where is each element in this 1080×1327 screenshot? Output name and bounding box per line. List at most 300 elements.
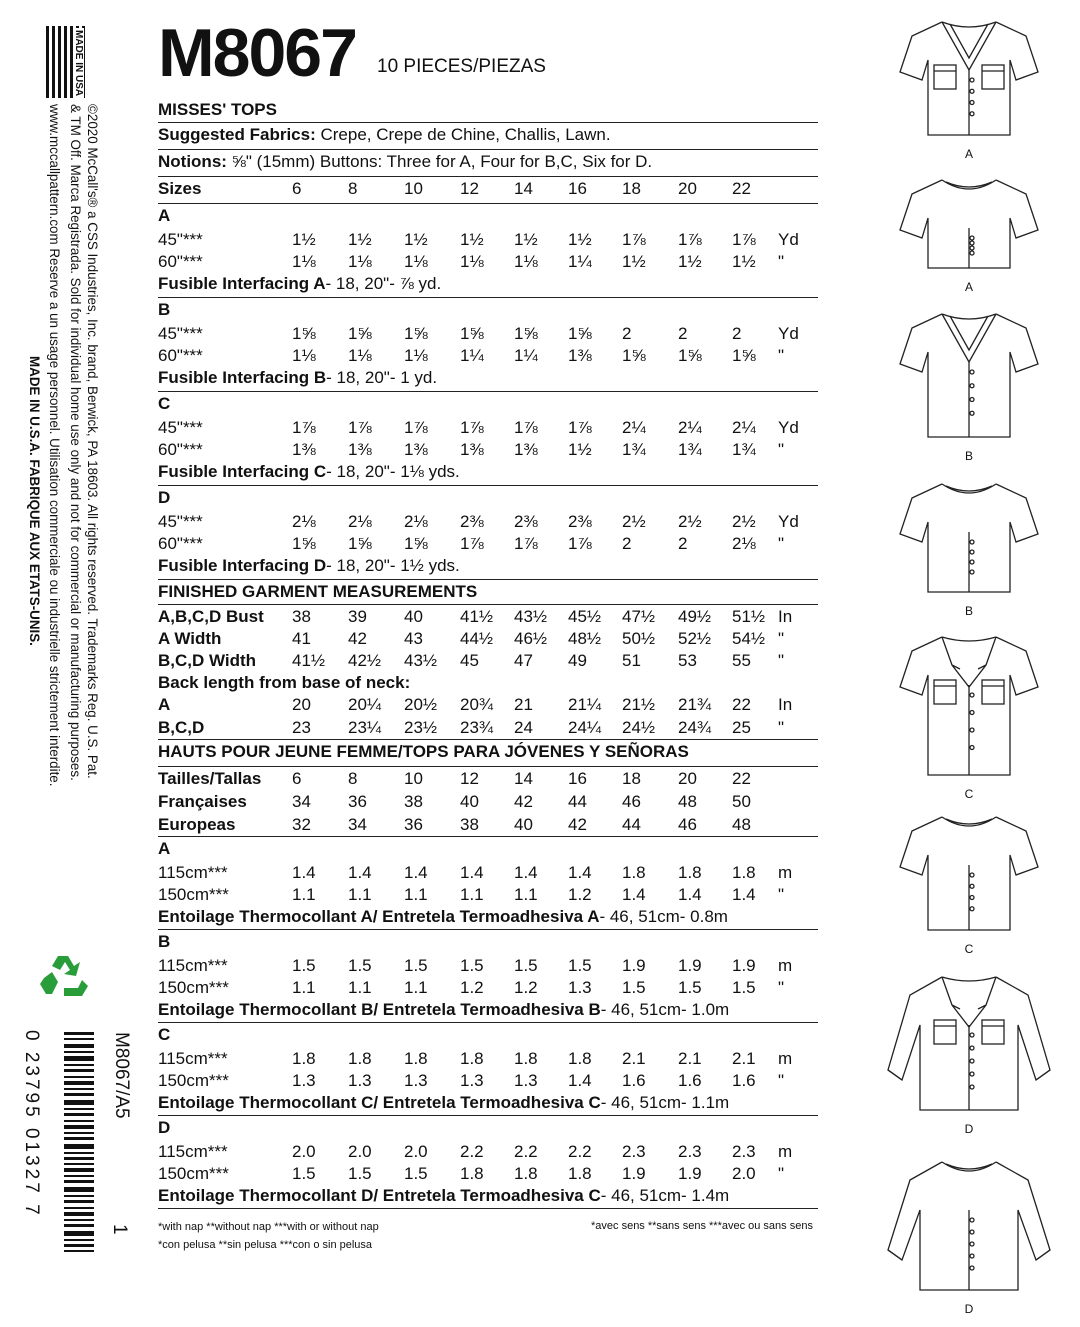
row-label: Françaises: [158, 792, 247, 811]
section-title: MISSES' TOPS: [158, 100, 277, 119]
table-cell: 41½: [292, 651, 326, 670]
table-cell: 21¾: [678, 695, 712, 714]
row-text: [158, 368, 437, 388]
metric-interfacing-row: [158, 998, 818, 1023]
table-cell: 1⅛: [460, 252, 484, 271]
top-sketch-drawing: [880, 805, 1070, 940]
yardage-sheet: [158, 98, 818, 1209]
table-cell: 1.1: [404, 885, 428, 904]
table-cell: 1⅞: [460, 534, 484, 553]
row-rest-text: ⅝" (15mm) Buttons: Three for A, Four for B,C, Six for D.: [226, 152, 653, 171]
table-cell: 24½: [622, 718, 656, 737]
top-sketch-7: [880, 965, 1070, 1140]
table-cell: 1.8: [404, 1049, 428, 1068]
table-cell: 1.3: [292, 1071, 316, 1090]
table-cell: 1.1: [404, 978, 428, 997]
table-cell: 2.0: [732, 1164, 756, 1183]
table-cell: 53: [678, 651, 697, 670]
table-cell: 44: [622, 815, 641, 834]
made-in-usa-badge-text: MADE IN USA: [73, 30, 84, 97]
row-label: A: [158, 695, 171, 714]
table-cell: 1⅝: [404, 324, 428, 343]
page-number: 1: [109, 1224, 130, 1235]
table-cell: 24¼: [568, 718, 602, 737]
table-cell: 1.8: [292, 1049, 316, 1068]
table-cell: 22: [732, 179, 751, 198]
table-row: [158, 228, 818, 250]
table-cell: 1⅝: [622, 346, 646, 365]
table-cell: 52½: [678, 629, 712, 648]
table-cell: 42: [514, 792, 533, 811]
table-cell: 1⅞: [678, 230, 702, 249]
row-label: 150cm***: [158, 978, 229, 997]
top-sketch-3: [880, 302, 1070, 467]
table-cell: 1.5: [678, 978, 702, 997]
table-cell: 6: [292, 769, 302, 788]
table-cell: 2½: [732, 512, 756, 531]
unit-label: ": [778, 440, 785, 459]
table-cell: 2.2: [568, 1142, 592, 1161]
row-bold-text: Fusible Interfacing A: [158, 274, 326, 293]
table-cell: 21: [514, 695, 533, 714]
top-sketch-drawing: [880, 625, 1070, 785]
table-cell: 2½: [622, 512, 646, 531]
table-cell: 1⅞: [460, 418, 484, 437]
row-rest-text: - 18, 20"- 1½ yds.: [326, 556, 460, 575]
table-cell: 40: [514, 815, 533, 834]
row-label: 45"***: [158, 324, 203, 343]
table-cell: 2.0: [292, 1142, 316, 1161]
table-cell: 21½: [622, 695, 656, 714]
row-label: 150cm***: [158, 885, 229, 904]
footnotes-left: [158, 1218, 379, 1254]
sketch-view-label: B: [964, 449, 973, 463]
table-cell: 1.3: [348, 1071, 372, 1090]
table-row: [158, 649, 818, 671]
table-cell: 6: [292, 179, 302, 198]
section-title: D: [158, 1118, 171, 1137]
table-cell: 1½: [514, 230, 538, 249]
section-title: C: [158, 394, 171, 413]
table-cell: 1.2: [460, 978, 484, 997]
section-title: FINISHED GARMENT MEASUREMENTS: [158, 582, 478, 601]
table-cell: 1.9: [678, 956, 702, 975]
table-cell: 32: [292, 815, 311, 834]
table-cell: 1⅞: [514, 418, 538, 437]
row-label: 60"***: [158, 534, 203, 553]
row-label: A Width: [158, 629, 222, 648]
table-cell: 1.4: [678, 885, 702, 904]
table-cell: 1⅞: [292, 418, 316, 437]
top-sketch-drawing: [880, 472, 1070, 602]
table-cell: 1½: [678, 252, 702, 271]
table-cell: 46½: [514, 629, 548, 648]
copyright-line-1: ©2020 McCall's® a CSS Industries, Inc. brand, Berwick, PA 18603. All rights reserved. Trademarks Reg. U.S. Pat.: [85, 104, 100, 779]
table-cell: 2⅛: [404, 512, 428, 531]
sketch-view-label: D: [964, 1302, 974, 1316]
table-cell: 1.5: [460, 956, 484, 975]
finished-measurements-title: [158, 580, 818, 605]
table-cell: 1⅛: [404, 346, 428, 365]
row-text: [158, 1186, 729, 1206]
table-cell: 1½: [460, 230, 484, 249]
table-cell: 1.5: [568, 956, 592, 975]
table-row: [158, 861, 818, 883]
recycle-icon: [38, 952, 90, 1000]
row-bold-text: Fusible Interfacing D: [158, 556, 327, 575]
sketch-view-label: B: [964, 604, 973, 618]
table-cell: 24¾: [678, 718, 712, 737]
table-cell: 1⅞: [568, 418, 592, 437]
table-cell: 41: [292, 629, 311, 648]
table-row: [158, 767, 818, 790]
table-cell: 43: [404, 629, 423, 648]
copyright-line-3: www.mccallpattern.com Reserve a un usage personnel. Utilisation commerciale ou industrielle strictement interdite.: [47, 104, 62, 787]
table-cell: 1.4: [292, 863, 316, 882]
table-cell: 1⅝: [568, 324, 592, 343]
table-cell: 1⅞: [404, 418, 428, 437]
table-cell: 45½: [568, 607, 602, 626]
table-cell: 1⅜: [514, 440, 538, 459]
table-cell: 1.8: [568, 1049, 592, 1068]
table-cell: 1.5: [404, 1164, 428, 1183]
row-label: 60"***: [158, 440, 203, 459]
table-cell: 1.5: [292, 956, 316, 975]
unit-label: Yd: [778, 512, 799, 531]
table-row: [158, 416, 818, 438]
footnote-french: *avec sens **sans sens ***avec ou sans sens: [591, 1220, 813, 1232]
table-cell: 43½: [514, 607, 548, 626]
table-cell: 2⅛: [348, 512, 372, 531]
table-cell: 1¾: [732, 440, 756, 459]
table-cell: 2: [622, 534, 632, 553]
table-cell: 1¼: [460, 346, 484, 365]
row-text: [158, 556, 460, 576]
table-row: [158, 1047, 818, 1069]
row-label: B,C,D Width: [158, 651, 257, 670]
table-cell: 12: [460, 769, 479, 788]
row-label: B,C,D: [158, 718, 205, 737]
table-cell: 36: [348, 792, 367, 811]
table-cell: 1.6: [622, 1071, 646, 1090]
table-row: [158, 1069, 818, 1091]
row-label: 150cm***: [158, 1071, 229, 1090]
row-rest-text: - 18, 20"- 1⅛ yds.: [326, 462, 460, 481]
unit-label: ": [778, 718, 785, 737]
table-cell: 2.2: [460, 1142, 484, 1161]
sketch-view-label: A: [964, 147, 973, 161]
table-cell: 43½: [404, 651, 438, 670]
table-cell: 1⅞: [348, 418, 372, 437]
table-cell: 51½: [732, 607, 766, 626]
section-title: A: [158, 839, 171, 858]
table-cell: 2¼: [732, 418, 756, 437]
table-cell: 48: [732, 815, 751, 834]
table-cell: 21¼: [568, 695, 602, 714]
table-cell: 1⅛: [348, 346, 372, 365]
table-cell: 2.3: [622, 1142, 646, 1161]
table-cell: 38: [460, 815, 479, 834]
table-row: [158, 693, 818, 716]
table-cell: 40: [404, 607, 423, 626]
table-cell: 1⅞: [732, 230, 756, 249]
table-cell: 1⅝: [292, 534, 316, 553]
table-cell: 1½: [732, 252, 756, 271]
table-cell: 2⅛: [292, 512, 316, 531]
unit-label: ": [778, 1071, 785, 1090]
table-cell: 2⅛: [732, 534, 756, 553]
table-cell: 1.9: [622, 956, 646, 975]
table-cell: 1⅝: [348, 324, 372, 343]
table-cell: 2⅜: [460, 512, 484, 531]
row-rest-text: - 18, 20"- ⅞ yd.: [325, 274, 442, 293]
table-cell: 2⅜: [568, 512, 592, 531]
table-cell: 2¼: [678, 418, 702, 437]
pieces-count: 10 PIECES/PIEZAS: [377, 56, 546, 77]
row-text: [158, 462, 460, 482]
table-cell: 1.5: [732, 978, 756, 997]
row-label: 60"***: [158, 252, 203, 271]
row-text: [158, 907, 728, 927]
table-cell: 18: [622, 179, 641, 198]
table-cell: 1⅜: [348, 440, 372, 459]
table-cell: 1.4: [514, 863, 538, 882]
table-cell: 2⅜: [514, 512, 538, 531]
table-cell: 1⅛: [514, 252, 538, 271]
table-cell: 1.1: [292, 978, 316, 997]
table-cell: 1.4: [568, 863, 592, 882]
section-title: A: [158, 206, 171, 225]
table-cell: 38: [404, 792, 423, 811]
unit-label: ": [778, 629, 785, 648]
table-cell: 1.1: [348, 978, 372, 997]
table-cell: 1.5: [348, 1164, 372, 1183]
table-cell: 1⅜: [460, 440, 484, 459]
table-cell: 1⅞: [514, 534, 538, 553]
table-cell: 1⅝: [404, 534, 428, 553]
table-row: [158, 976, 818, 998]
footnote-spanish: *con pelusa **sin pelusa ***con o sin pelusa: [158, 1239, 373, 1251]
table-row: [158, 177, 818, 204]
table-cell: 1⅞: [568, 534, 592, 553]
row-bold-text: Entoilage Thermocollant D/ Entretela Termoadhesiva C: [158, 1186, 601, 1205]
metric-interfacing-row: [158, 905, 818, 930]
table-cell: 49: [568, 651, 587, 670]
table-cell: 1.3: [514, 1071, 538, 1090]
row-rest-text: - 46, 51cm- 1.1m: [600, 1093, 730, 1112]
row-label: 115cm***: [158, 1049, 228, 1068]
row-label: 45"***: [158, 418, 203, 437]
row-text: [158, 1000, 729, 1020]
sketch-view-label: C: [964, 787, 974, 801]
table-cell: 1.9: [732, 956, 756, 975]
top-sketch-8: [880, 1150, 1070, 1320]
notions: [158, 150, 818, 177]
row-label: Sizes: [158, 179, 202, 198]
table-cell: 42: [348, 629, 367, 648]
table-row: [158, 813, 818, 837]
table-cell: 2.1: [622, 1049, 646, 1068]
table-cell: 20½: [404, 695, 438, 714]
row-bold-text: Notions:: [158, 152, 227, 171]
table-row: [158, 605, 818, 627]
table-cell: 16: [568, 769, 587, 788]
top-sketch-5: [880, 625, 1070, 805]
table-cell: 38: [292, 607, 311, 626]
table-cell: 2.3: [678, 1142, 702, 1161]
table-cell: 1.8: [460, 1164, 484, 1183]
row-label: 115cm***: [158, 956, 228, 975]
footnote-english: *with nap **without nap ***with or without nap: [158, 1221, 379, 1233]
top-sketch-6: [880, 805, 1070, 960]
interfacing-row: [158, 460, 818, 486]
table-cell: 54½: [732, 629, 766, 648]
table-row: [158, 883, 818, 905]
table-cell: 8: [348, 769, 358, 788]
view-b-heading: [158, 298, 818, 322]
row-label: Tailles/Tallas: [158, 769, 262, 788]
unit-label: ": [778, 1164, 785, 1183]
view-d-heading: [158, 486, 818, 510]
copyright-line-4: MADE IN U.S.A. FABRIQUE AUX ETATS-UNIS.: [27, 356, 42, 646]
unit-label: In: [778, 607, 793, 626]
row-label: 60"***: [158, 346, 203, 365]
top-sketch-drawing: [880, 168, 1070, 278]
table-cell: 1⅝: [678, 346, 702, 365]
table-cell: 25: [732, 718, 751, 737]
unit-label: Yd: [778, 418, 799, 437]
table-cell: 2: [732, 324, 742, 343]
table-cell: 1½: [292, 230, 316, 249]
table-cell: 44: [568, 792, 587, 811]
table-cell: 1.8: [514, 1164, 538, 1183]
top-sketch-2: [880, 168, 1070, 298]
table-cell: 1.1: [348, 885, 372, 904]
unit-label: In: [778, 695, 793, 714]
table-cell: 24: [514, 718, 533, 737]
table-cell: 1¼: [568, 252, 592, 271]
top-sketch-1: [880, 10, 1070, 165]
table-cell: 22: [732, 695, 751, 714]
unit-label: ": [778, 885, 785, 904]
table-cell: 34: [348, 815, 367, 834]
table-cell: 1⅛: [348, 252, 372, 271]
table-cell: 1⅜: [404, 440, 428, 459]
unit-label: ": [778, 651, 785, 670]
table-cell: 1.4: [568, 1071, 592, 1090]
table-cell: 20: [678, 769, 697, 788]
copyright-line-2: & TM Off. Marca Registrada. Sold for individual home use only and not for commercial or manufacturing purposes.: [68, 104, 83, 781]
row-label: 150cm***: [158, 1164, 229, 1183]
table-row: [158, 322, 818, 344]
table-cell: 1.5: [348, 956, 372, 975]
interfacing-row: [158, 272, 818, 298]
table-cell: 1½: [568, 230, 592, 249]
pattern-number: M8067: [158, 15, 356, 91]
table-cell: 2.1: [678, 1049, 702, 1068]
table-cell: 42: [568, 815, 587, 834]
section-title: C: [158, 1025, 171, 1044]
row-text: [158, 1093, 729, 1113]
table-cell: 1.6: [732, 1071, 756, 1090]
table-cell: 41½: [460, 607, 494, 626]
table-cell: 1.8: [348, 1049, 372, 1068]
row-label: 115cm***: [158, 863, 228, 882]
table-cell: 20: [678, 179, 697, 198]
metric-interfacing-row: [158, 1091, 818, 1116]
table-cell: 23¾: [460, 718, 494, 737]
table-cell: 1⅛: [404, 252, 428, 271]
top-sketch-drawing: [880, 10, 1070, 145]
metric-view-a-heading: [158, 837, 818, 861]
table-cell: 1⅝: [460, 324, 484, 343]
table-cell: 18: [622, 769, 641, 788]
row-bold-text: Entoilage Thermocollant A/ Entretela Termoadhesiva A: [158, 907, 600, 926]
table-cell: 2.3: [732, 1142, 756, 1161]
sketch-view-label: A: [964, 280, 973, 294]
table-row: [158, 1162, 818, 1184]
table-cell: 1.1: [292, 885, 316, 904]
table-cell: 1.1: [460, 885, 484, 904]
table-cell: 1¼: [514, 346, 538, 365]
table-cell: 45: [460, 651, 479, 670]
table-cell: 16: [568, 179, 587, 198]
suggested-fabrics: [158, 123, 818, 150]
row-label: 45"***: [158, 512, 203, 531]
table-cell: 1.8: [568, 1164, 592, 1183]
table-cell: 1½: [404, 230, 428, 249]
unit-label: m: [778, 1142, 793, 1161]
table-cell: 20: [292, 695, 311, 714]
table-cell: 40: [460, 792, 479, 811]
table-row: [158, 344, 818, 366]
metric-view-d-heading: [158, 1116, 818, 1140]
table-cell: 49½: [678, 607, 712, 626]
table-cell: 2.1: [732, 1049, 756, 1068]
table-row: [158, 627, 818, 649]
table-row: [158, 790, 818, 813]
top-sketch-drawing: [880, 302, 1070, 447]
table-cell: 2.2: [514, 1142, 538, 1161]
table-row: [158, 510, 818, 532]
metric-view-c-heading: [158, 1023, 818, 1047]
unit-label: m: [778, 863, 793, 882]
table-cell: 1⅛: [292, 252, 316, 271]
table-cell: 48: [678, 792, 697, 811]
table-cell: 2: [678, 534, 688, 553]
unit-label: ": [778, 252, 785, 271]
table-cell: 1.8: [678, 863, 702, 882]
section-title: HAUTS POUR JEUNE FEMME/TOPS PARA JÓVENES Y SEÑORAS: [158, 742, 689, 761]
section-title: Back length from base of neck:: [158, 673, 411, 692]
row-label: Europeas: [158, 815, 236, 834]
table-cell: 2½: [678, 512, 702, 531]
table-cell: 20¾: [460, 695, 494, 714]
table-cell: 51: [622, 651, 641, 670]
unit-label: ": [778, 346, 785, 365]
table-cell: 1½: [348, 230, 372, 249]
table-cell: 1½: [568, 440, 592, 459]
table-cell: 36: [404, 815, 423, 834]
row-text: [158, 152, 652, 172]
table-cell: 46: [622, 792, 641, 811]
table-cell: 47½: [622, 607, 656, 626]
view-a-heading: [158, 204, 818, 228]
table-cell: 10: [404, 179, 423, 198]
table-cell: 1⅝: [292, 324, 316, 343]
table-row: [158, 438, 818, 460]
unit-label: m: [778, 956, 793, 975]
